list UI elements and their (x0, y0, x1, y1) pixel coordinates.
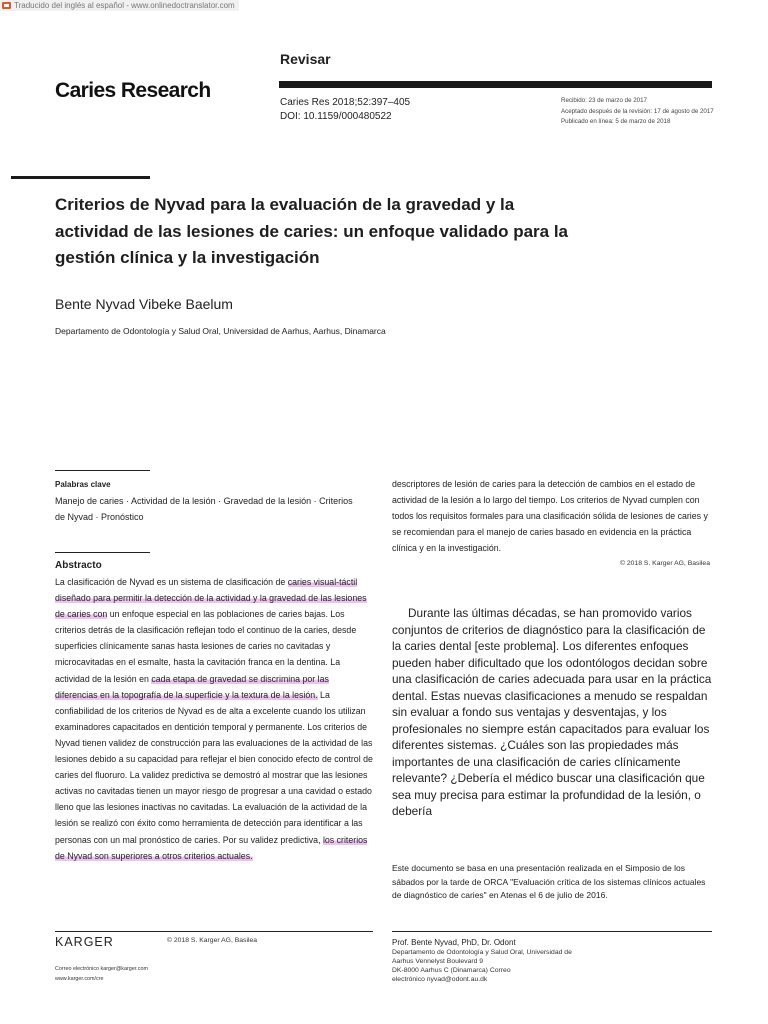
journal-logo: Caries Research (55, 79, 211, 102)
corr-line-4[interactable]: electrónico nyvad@odont.au.dk (392, 976, 488, 983)
abstract-highlight-2: cada etapa de gravedad se discrimina por las diferencias en la topografía de la superficie y la textura de la lesión. (55, 673, 329, 700)
abstract-continued: descriptores de lesión de caries para la detección de cambios en el estado de actividad de la lesión a lo largo del tiempo. Los criterios de Nyvad cumplen con todos los requisitos formales para una clasificación sólida de lesiones de caries y se recomiendan para el manejo de caries basado en evidencia en la práctica clínica y en la investigación. (392, 479, 708, 554)
footer-rule-right (392, 931, 712, 932)
authors: Bente Nyvad Vibeke Baelum (55, 296, 233, 312)
abstract-part-2: un enfoque especial en las poblaciones de caries bajas. Los criterios detrás de la clasificación reflejan todo el continuo de la caries, desde superficies clínicamente sanas hasta lesiones de caries no cavitadas y microcavitadas en el esmalte, hasta la cavitación franca en la dentina. La actividad de la lesión en (55, 609, 357, 684)
abstract-heading: Abstracto (55, 560, 102, 571)
title-rule (11, 176, 150, 179)
publisher-web[interactable]: www.karger.com/cre (55, 976, 104, 982)
published-date: Publicado en línea: 5 de marzo de 2018 (561, 118, 671, 125)
corr-name: Prof. Bente Nyvad, PhD, Dr. Odont (392, 938, 516, 947)
publisher-contact (55, 964, 148, 984)
translate-icon (2, 2, 11, 9)
section-label: Revisar (280, 51, 331, 67)
corr-line-3: DK-8000 Aarhus C (Dinamarca) Correo (392, 967, 511, 974)
abstract-highlight-1: caries visual-táctil diseñado para permitir la detección de la actividad y la gravedad de las lesiones de caries con (55, 577, 367, 620)
publisher-logo: KARGER (55, 935, 114, 949)
translator-banner[interactable] (0, 0, 239, 11)
footer-copyright: © 2018 S. Karger AG, Basilea (167, 937, 258, 944)
body-paragraph (392, 605, 714, 820)
keywords-heading: Palabras clave (55, 480, 111, 489)
received-date: Recibido: 23 de marzo de 2017 (561, 97, 647, 104)
citation-line: Caries Res 2018;52:397–405 (280, 97, 411, 108)
abstract-part-1: La clasificación de Nyvad es un sistema de clasificación de (55, 577, 288, 587)
keywords-rule (55, 470, 150, 471)
affiliation: Departamento de Odontología y Salud Oral, Universidad de Aarhus, Aarhus, Dinamarca (55, 326, 386, 336)
header-bar (279, 81, 712, 88)
abstract-part-3: La confiabilidad de los criterios de Nyvad es de alta a excelente cuando los utilizan examinadores capacitados en dentición temporal y permanente. Los criterios de Nyvad tienen validez de construcción para las evaluaciones de la actividad de las lesiones debido a su capacidad para reflejar el bien conocido efecto de control de caries del fluoruro. La validez predictiva se demostró al mostrar que las lesiones activas no cavitadas tienen un mayor riesgo de progresar a una cavidad o estado lleno que las lesiones inactivas no cavitadas. La evaluación de la actividad de la lesión se realizó con éxito como herramienta de detección para identificar a las personas con un mal pronóstico de caries. Por su validez predictiva, (55, 689, 373, 845)
corr-line-2: Aarhus Vennelyst Boulevard 9 (392, 958, 484, 965)
presentation-note: Este documento se basa en una presentación realizada en el Simposio de los sábados por la tarde de ORCA "Evaluación crítica de los sistemas clínicos actuales de diagnóstico de caries" en Atenas el 6 de julio de 2016. (392, 863, 706, 900)
abstract-copyright: © 2018 S. Karger AG, Basilea (619, 560, 710, 567)
keywords-text: Manejo de caries · Actividad de la lesión · Gravedad de la lesión · Criterios de Nyvad · Pronóstico (55, 496, 353, 522)
abstract-text (55, 574, 373, 864)
translator-text[interactable]: Traducido del inglés al español - www.onlinedoctranslator.com (14, 1, 235, 10)
corr-line-1: Departamento de Odontología y Salud Oral, Universidad de (392, 949, 572, 956)
abstract-rule (55, 552, 150, 553)
footer-rule-left (55, 931, 373, 932)
accepted-date: Aceptado después de la revisión: 17 de agosto de 2017 (561, 107, 714, 115)
abstract-highlight-3: los criterios de Nyvad son superiores a otros criterios actuales. (55, 834, 368, 861)
publisher-email[interactable]: Correo electrónico karger@karger.com (55, 966, 148, 972)
body-paragraph-text: Durante las últimas décadas, se han promovido varios conjuntos de criterios de diagnóstico para la clasificación de la caries dental [este problema]. Los diferentes enfoques pueden haber dificultado que los odontólogos decidan sobre una clasificación de caries adecuada para usar en la práctica dental. Estas nuevas clasificaciones a menudo se respaldan sin evaluar a fondo sus ventajas y desventajas, y los profesionales no siempre están capacitados para evaluar los diferentes sistemas. ¿Cuáles son las propiedades más importantes de una clasificación de caries clínicamente relevante? ¿Debería el médico buscar una clasificación que sea muy precisa para estimar la profundidad de la lesión, o debería (392, 606, 712, 818)
article-title: Criterios de Nyvad para la evaluación de la gravedad y la actividad de las lesiones de caries: un enfoque validado para la gestión clínica y la investigación (55, 195, 569, 267)
correspondence-block (392, 937, 712, 984)
citation-block (280, 96, 410, 124)
doi-link[interactable]: DOI: 10.1159/000480522 (280, 111, 392, 122)
dates-block (561, 96, 714, 128)
